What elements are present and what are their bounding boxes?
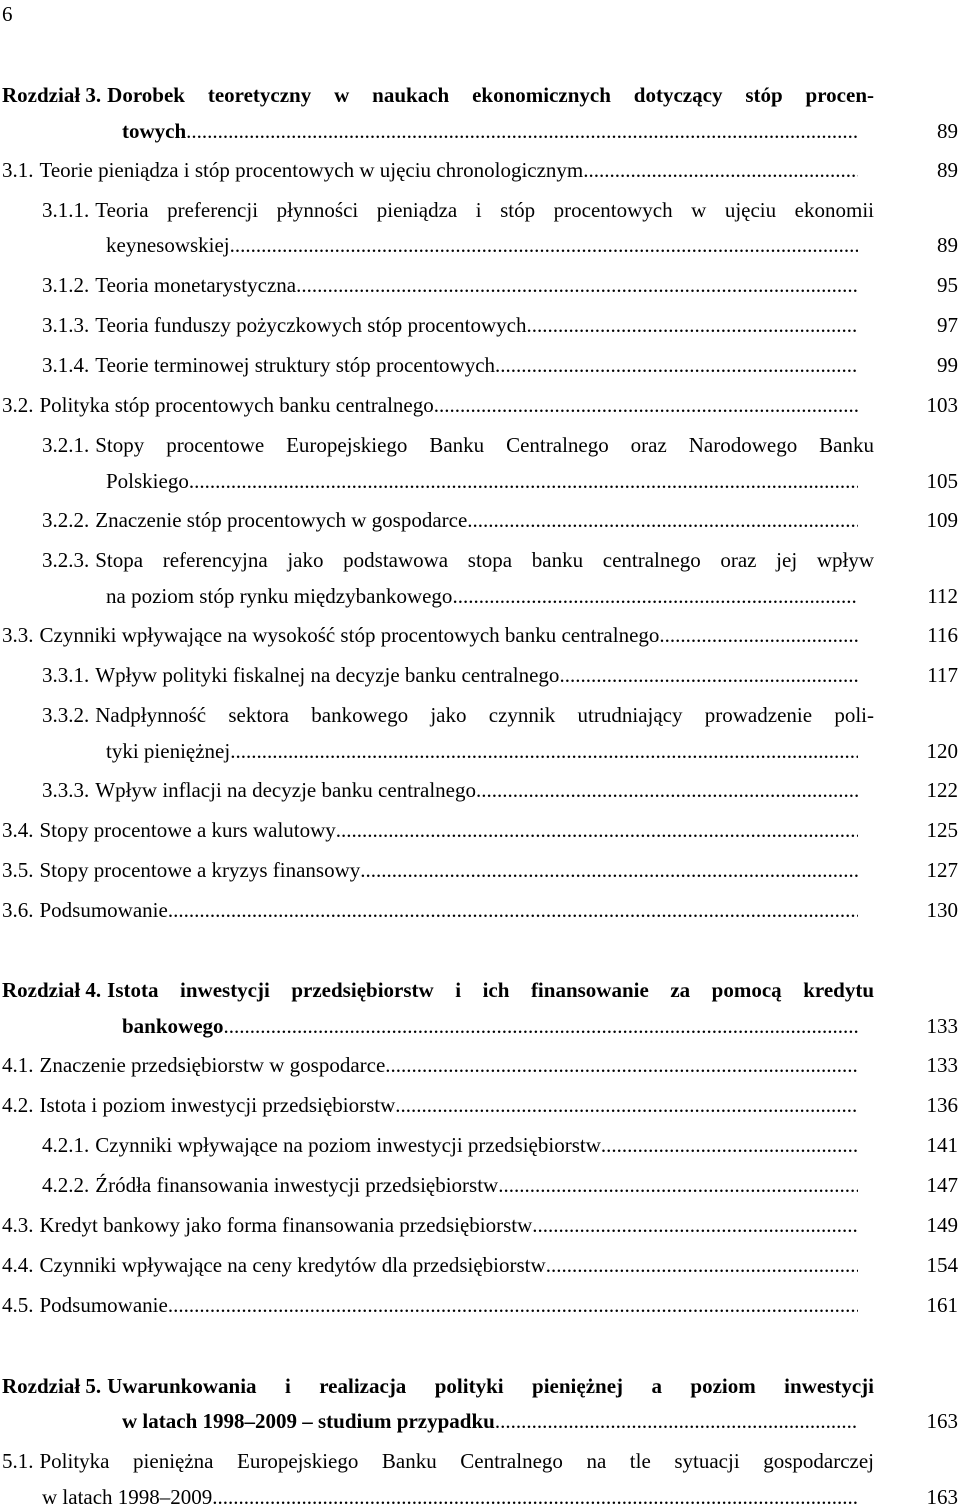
toc-entry <box>106 738 960 764</box>
toc-entry <box>42 702 960 728</box>
toc-entry <box>42 1484 960 1510</box>
toc-entry-title: Stopa referencyjna jako podstawowa stopa banku centralnego oraz jej wpływ <box>95 548 874 572</box>
toc-entry <box>42 197 960 223</box>
toc-entry-page: 130 <box>926 898 958 922</box>
toc-entry-page: 103 <box>926 393 958 417</box>
toc-entry-page: 117 <box>927 663 958 687</box>
toc-entry-title: tyki pieniężnej <box>106 739 231 763</box>
toc-entry-number: 3.1.4. <box>42 353 90 377</box>
toc-entry-number: Rozdział 5. <box>2 1374 102 1398</box>
toc-entry-number: 4.1. <box>2 1053 34 1077</box>
toc-entry <box>42 547 960 573</box>
toc-entry-number: 4.5. <box>2 1293 34 1317</box>
toc-entry-title: Kredyt bankowy jako forma finansowania przedsiębiorstw <box>39 1213 533 1237</box>
dot-leader <box>601 1132 858 1158</box>
dot-leader <box>230 738 858 764</box>
toc-entry <box>2 157 960 183</box>
dot-leader <box>224 1013 858 1039</box>
toc-entry-number: 4.2.1. <box>42 1133 90 1157</box>
toc-entry-title: Polskiego <box>106 469 189 493</box>
dot-leader <box>296 272 858 298</box>
toc-entry-number: 3.3. <box>2 623 34 647</box>
dot-leader <box>659 622 858 648</box>
dot-leader <box>495 1408 858 1434</box>
toc-entry <box>2 1212 960 1238</box>
toc-entry-number: 3.2. <box>2 393 34 417</box>
dot-leader <box>168 897 858 923</box>
toc-entry <box>2 82 960 108</box>
dot-leader <box>526 312 858 338</box>
toc-entry-title: Dorobek teoretyczny w naukach ekonomicznych dotyczący stóp procen- <box>107 83 874 107</box>
toc-entry-page: 89 <box>937 233 958 257</box>
dot-leader <box>336 817 858 843</box>
toc-entry-title: Istota inwestycji przedsiębiorstw i ich finansowanie za pomocą kredytu <box>107 978 874 1002</box>
dot-leader <box>385 1052 858 1078</box>
toc-entry <box>2 897 960 923</box>
toc-entry-title: Teoria preferencji płynności pieniądza i stóp procentowych w ujęciu ekonomii <box>95 198 874 222</box>
toc-entry <box>42 1172 960 1198</box>
toc-entry <box>42 1132 960 1158</box>
dot-leader <box>467 507 858 533</box>
toc-entry <box>42 352 960 378</box>
toc-entry-page: 163 <box>926 1485 958 1509</box>
toc-entry-number: 3.3.2. <box>42 703 90 727</box>
toc-entry-page: 97 <box>937 313 958 337</box>
toc-entry-number: 4.2.2. <box>42 1173 90 1197</box>
toc-entry-page: 125 <box>926 818 958 842</box>
toc-entry-number: 5.1. <box>2 1449 34 1473</box>
toc-entry-title: Teoria funduszy pożyczkowych stóp procentowych <box>95 313 527 337</box>
page-number: 6 <box>2 2 13 26</box>
toc-entry-title: Podsumowanie <box>39 1293 168 1317</box>
toc-entry-title: Teoria monetarystyczna <box>95 273 297 297</box>
toc-entry-title: Teorie terminowej struktury stóp procentowych <box>95 353 496 377</box>
toc-entry <box>106 232 960 258</box>
toc-entry-title: Czynniki wpływające na poziom inwestycji przedsiębiorstw <box>95 1133 601 1157</box>
toc-entry-number: 4.3. <box>2 1213 34 1237</box>
toc-entry-title: Stopy procentowe Europejskiego Banku Centralnego oraz Narodowego Banku <box>95 433 874 457</box>
toc-entry-number: 3.3.3. <box>42 778 90 802</box>
dot-leader <box>559 662 858 688</box>
dot-leader <box>189 468 858 494</box>
dot-leader <box>230 232 858 258</box>
toc-entry-title: bankowego <box>122 1014 224 1038</box>
toc-entry <box>106 468 960 494</box>
toc-entry-number: 3.1.2. <box>42 273 90 297</box>
toc-entry-title: Istota i poziom inwestycji przedsiębiorstw <box>39 1093 396 1117</box>
dot-leader <box>452 583 858 609</box>
toc-entry-title: Znaczenie stóp procentowych w gospodarce <box>95 508 468 532</box>
toc-entry-number: Rozdział 3. <box>2 83 102 107</box>
toc-entry-page: 161 <box>926 1293 958 1317</box>
toc-entry-page: 99 <box>937 353 958 377</box>
dot-leader <box>546 1252 858 1278</box>
toc-entry-number: 3.2.1. <box>42 433 90 457</box>
toc-entry <box>2 977 960 1003</box>
toc-entry-title: Polityka pieniężna Europejskiego Banku Centralnego na tle sytuacji gospodarczej <box>39 1449 874 1473</box>
toc-entry <box>2 1373 960 1399</box>
toc-entry <box>2 1092 960 1118</box>
toc-entry <box>42 432 960 458</box>
toc-entry-page: 95 <box>937 273 958 297</box>
toc-entry-title: Polityka stóp procentowych banku centralnego <box>39 393 434 417</box>
toc-entry <box>42 272 960 298</box>
toc-entry-page: 163 <box>926 1409 958 1433</box>
toc-entry-page: 127 <box>926 858 958 882</box>
toc-entry-page: 133 <box>926 1014 958 1038</box>
toc-entry-title: Stopy procentowe a kurs walutowy <box>39 818 336 842</box>
toc-entry-number: 3.1.3. <box>42 313 90 337</box>
dot-leader <box>583 157 858 183</box>
toc-entry <box>2 1252 960 1278</box>
toc-entry-title: Nadpłynność sektora bankowego jako czynnik utrudniający prowadzenie poli- <box>95 703 874 727</box>
toc-entry <box>2 1292 960 1318</box>
toc-entry-number: 3.6. <box>2 898 34 922</box>
toc-entry-title: Czynniki wpływające na wysokość stóp procentowych banku centralnego <box>39 623 660 647</box>
toc-entry-page: 133 <box>926 1053 958 1077</box>
toc-entry-page: 120 <box>926 739 958 763</box>
toc-entry-page: 136 <box>926 1093 958 1117</box>
dot-leader <box>498 1172 858 1198</box>
toc-entry-title: keynesowskiej <box>106 233 230 257</box>
toc-entry-number: 3.3.1. <box>42 663 90 687</box>
toc-entry-page: 141 <box>926 1133 958 1157</box>
toc-entry-title: Wpływ inflacji na decyzje banku centralnego <box>95 778 476 802</box>
dot-leader <box>495 352 858 378</box>
toc-entry-number: 3.1. <box>2 158 34 182</box>
toc-entry-number: Rozdział 4. <box>2 978 102 1002</box>
toc-entry-page: 105 <box>926 469 958 493</box>
toc-entry-title: Czynniki wpływające na ceny kredytów dla przedsiębiorstw <box>39 1253 546 1277</box>
toc-entry-number: 4.2. <box>2 1093 34 1117</box>
toc-entry-title: w latach 1998–2009 <box>42 1485 213 1509</box>
toc-entry <box>42 662 960 688</box>
toc-entry-title: towych <box>122 119 187 143</box>
toc-entry-title: Wpływ polityki fiskalnej na decyzje banku centralnego <box>95 663 560 687</box>
toc-entry-title: Teorie pieniądza i stóp procentowych w ujęciu chronologicznym <box>39 158 584 182</box>
toc-entry-number: 3.2.2. <box>42 508 90 532</box>
toc-entry-page: 147 <box>926 1173 958 1197</box>
toc-entry-page: 116 <box>927 623 958 647</box>
toc-entry-page: 109 <box>926 508 958 532</box>
toc-entry <box>42 507 960 533</box>
toc-entry <box>2 1052 960 1078</box>
dot-leader <box>395 1092 858 1118</box>
dot-leader <box>476 777 858 803</box>
toc-entry-number: 3.5. <box>2 858 34 882</box>
toc-entry-page: 112 <box>927 584 958 608</box>
toc-entry <box>2 857 960 883</box>
toc-entry-page: 89 <box>937 158 958 182</box>
toc-entry <box>106 583 960 609</box>
toc-entry-title: Stopy procentowe a kryzys finansowy <box>39 858 361 882</box>
toc-entry-page: 154 <box>926 1253 958 1277</box>
toc-entry <box>2 622 960 648</box>
toc-entry <box>42 312 960 338</box>
toc-entry <box>2 817 960 843</box>
toc-entry <box>122 1408 960 1434</box>
toc-entry-number: 3.1.1. <box>42 198 90 222</box>
toc-entry <box>122 1013 960 1039</box>
dot-leader <box>434 392 858 418</box>
toc-entry-title: na poziom stóp rynku międzybankowego <box>106 584 453 608</box>
toc-entry <box>2 392 960 418</box>
toc-entry-title: Podsumowanie <box>39 898 168 922</box>
toc-entry-title: w latach 1998–2009 – studium przypadku <box>122 1409 495 1433</box>
toc-entry <box>2 1448 960 1474</box>
dot-leader <box>168 1292 858 1318</box>
toc-entry-page: 122 <box>926 778 958 802</box>
dot-leader <box>212 1484 858 1510</box>
toc-entry-title: Źródła finansowania inwestycji przedsiębiorstw <box>95 1173 499 1197</box>
toc-entry-page: 89 <box>937 119 958 143</box>
dot-leader <box>186 118 858 144</box>
toc-entry-title: Znaczenie przedsiębiorstw w gospodarce <box>39 1053 386 1077</box>
toc-entry-number: 4.4. <box>2 1253 34 1277</box>
toc-entry-number: 3.2.3. <box>42 548 90 572</box>
toc-entry-page: 149 <box>926 1213 958 1237</box>
toc-entry <box>42 777 960 803</box>
dot-leader <box>532 1212 858 1238</box>
toc-entry <box>122 118 960 144</box>
dot-leader <box>360 857 858 883</box>
toc-entry-title: Uwarunkowania i realizacja polityki pieniężnej a poziom inwestycji <box>107 1374 874 1398</box>
toc-entry-number: 3.4. <box>2 818 34 842</box>
